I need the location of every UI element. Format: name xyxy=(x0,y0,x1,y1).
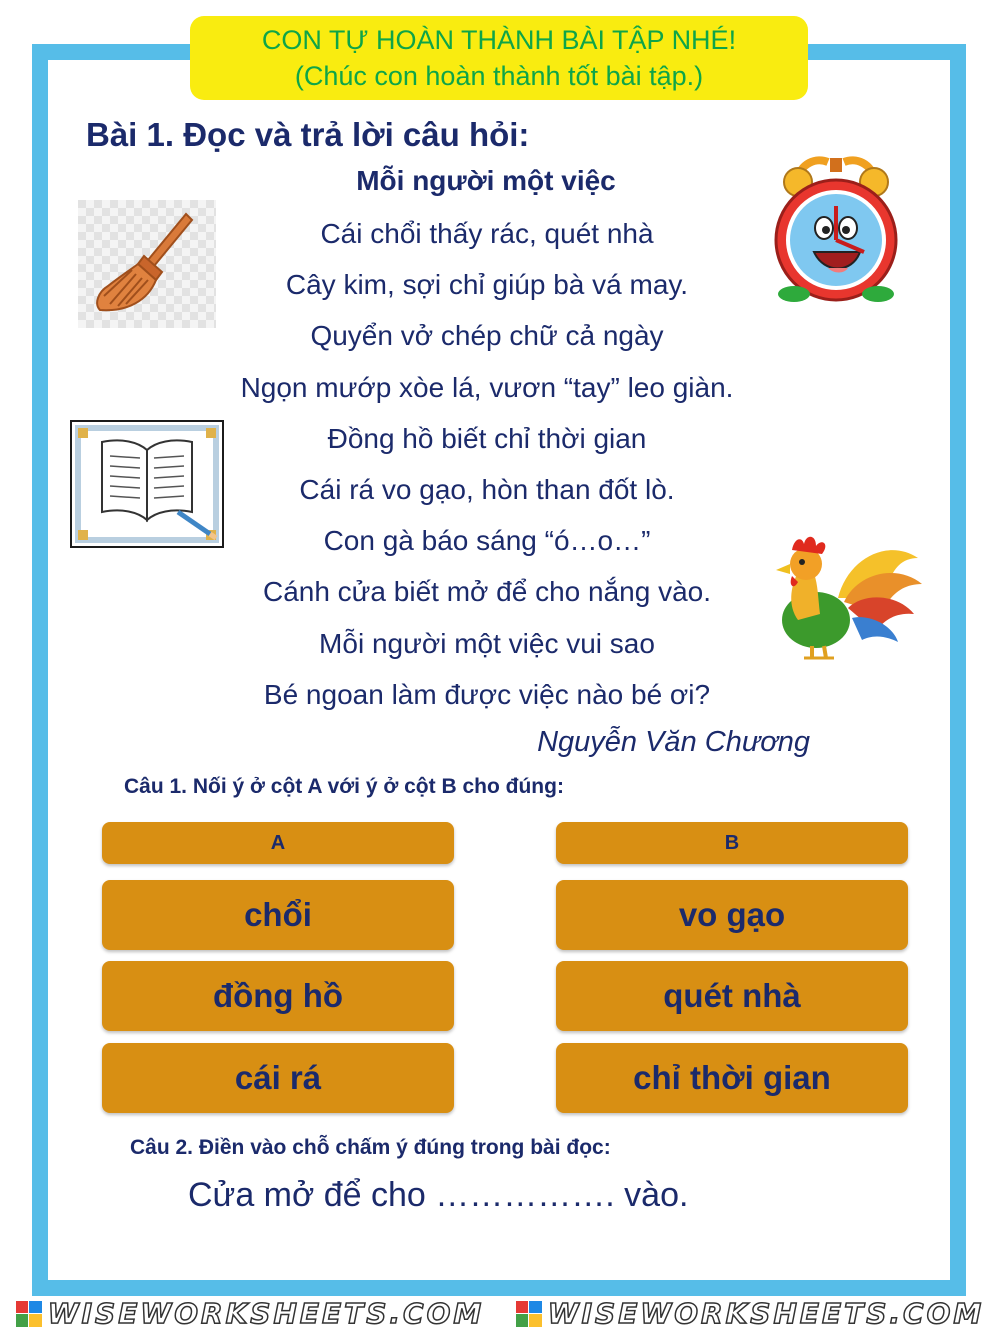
poem-title: Mỗi người một việc xyxy=(356,165,616,196)
column-b-header: B xyxy=(556,822,908,864)
column-b-item[interactable]: chỉ thời gian xyxy=(556,1043,908,1113)
poem-author: Nguyễn Văn Chương xyxy=(537,726,810,758)
poem-line: Cây kim, sợi chỉ giúp bà vá may. xyxy=(285,269,689,301)
brand-logo-icon xyxy=(516,1301,542,1327)
instruction-banner xyxy=(190,16,808,100)
poem-line: Cái rá vo gạo, hòn than đốt lò. xyxy=(299,473,675,505)
exercise-title: Bài 1. Đọc và trả lời câu hỏi: xyxy=(86,116,530,153)
alarm-clock-icon xyxy=(768,148,904,310)
column-a-item[interactable]: đồng hồ xyxy=(102,961,454,1031)
brand-logo-icon xyxy=(16,1301,42,1327)
poem-body xyxy=(180,210,794,722)
poem-line: Cái chổi thấy rác, quét nhà xyxy=(320,218,654,249)
question-2: Câu 2. Điền vào chỗ chấm ý đúng trong bài đọc: xyxy=(130,1136,611,1159)
poem-line: Quyển vở chép chữ cả ngày xyxy=(310,320,664,352)
poem-line: Cánh cửa biết mở để cho nắng vào. xyxy=(262,576,712,608)
column-b-item[interactable]: vo gạo xyxy=(556,880,908,950)
question-1: Câu 1. Nối ý ở cột A với ý ở cột B cho đúng: xyxy=(124,775,564,798)
column-a-header: A xyxy=(102,822,454,864)
banner-line-1: CON TỰ HOÀN THÀNH BÀI TẬP NHÉ! xyxy=(261,25,737,55)
poem-line: Đồng hồ biết chỉ thời gian xyxy=(327,422,647,454)
column-a-item[interactable]: cái rá xyxy=(102,1043,454,1113)
watermark-brand xyxy=(516,1297,985,1330)
watermark-text: WISEWORKSHEETS.COM xyxy=(547,1297,985,1330)
banner-line-2: (Chúc con hoàn thành tốt bài tập.) xyxy=(294,61,704,91)
rooster-icon xyxy=(768,528,924,662)
broom-icon xyxy=(78,200,216,328)
column-b-item[interactable]: quét nhà xyxy=(556,961,908,1031)
poem-line: Con gà báo sáng “ó…o…” xyxy=(323,525,651,557)
footer-watermark xyxy=(0,1297,1000,1330)
column-a-item[interactable]: chổi xyxy=(102,880,454,950)
watermark-text: WISEWORKSHEETS.COM xyxy=(47,1297,485,1330)
fill-in-blank-line[interactable]: Cửa mở để cho ……………. vào. xyxy=(188,1176,689,1214)
poem-line: Mỗi người một việc vui sao xyxy=(319,627,655,659)
poem-line: Ngọn mướp xòe lá, vươn “tay” leo giàn. xyxy=(240,371,734,403)
watermark-brand xyxy=(16,1297,485,1330)
poem-line: Bé ngoan làm được việc nào bé ơi? xyxy=(263,678,711,710)
open-book-icon xyxy=(70,420,224,548)
